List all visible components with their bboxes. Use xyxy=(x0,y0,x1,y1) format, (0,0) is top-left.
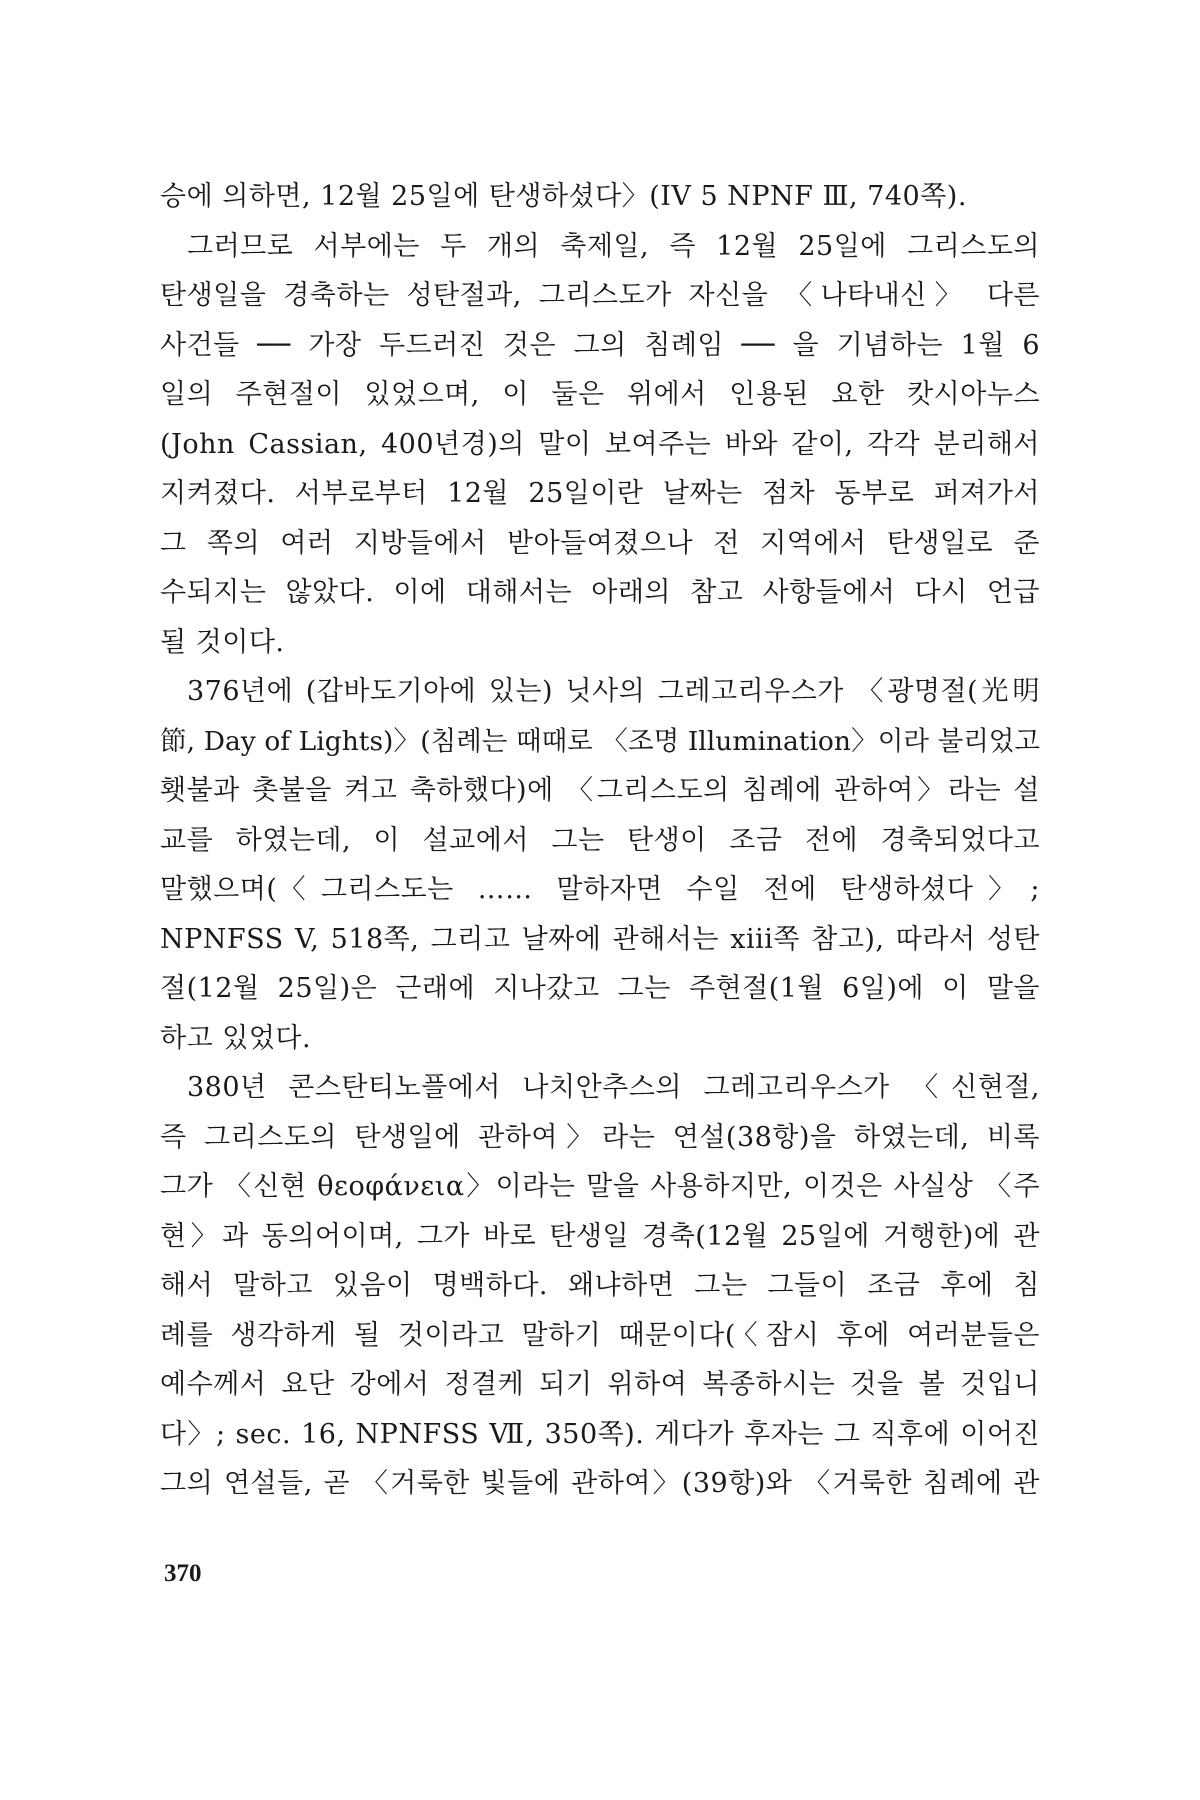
text-line: (John Cassian, 400년경)의 말이 보여주는 바와 같이, 각각 분리해서 xyxy=(160,428,1040,460)
text-line: 례를 생각하게 될 것이라고 말하기 때문이다(〈잠시 후에 여러분들은 xyxy=(160,1319,1040,1351)
text-line: 교를 하였는데, 이 설교에서 그는 탄생이 조금 전에 경축되었다고 xyxy=(160,824,1040,856)
page-body xyxy=(160,172,1040,1509)
paragraph-1 xyxy=(160,172,1040,222)
text-line: 절(12월 25일)은 근래에 지나갔고 그는 주현절(1월 6일)에 이 말을 xyxy=(160,973,1040,1004)
text-line: 다〉; sec. 16, NPNFSS Ⅶ, 350쪽). 게다가 후자는 그 직후에 이어진 xyxy=(160,1418,1040,1450)
page-number: 370 xyxy=(164,1560,202,1587)
text-line: 말했으며(〈그리스도는 …… 말하자면 수일 전에 탄생하셨다〉; xyxy=(160,874,1040,905)
text-line: 그러므로 서부에는 두 개의 축제일, 즉 12월 25일에 그리스도의 xyxy=(187,230,1040,262)
text-line: 될 것이다. xyxy=(160,626,285,658)
text-line: NPNFSS V, 518쪽, 그리고 날짜에 관해서는 xiii쪽 참고), 따라서 성탄 xyxy=(160,923,1040,955)
text-line: 예수께서 요단 강에서 정결케 되기 위하여 복종하시는 것을 볼 것입니 xyxy=(160,1369,1040,1400)
text-line: 탄생일을 경축하는 성탄절과, 그리스도가 자신을 〈나타내신〉 다른 xyxy=(160,280,1040,311)
text-line: 380년 콘스탄티노플에서 나치안추스의 그레고리우스가 〈신현절, xyxy=(187,1072,1040,1103)
paragraph-4 xyxy=(160,1063,1040,1509)
text-line: 현〉과 동의어이며, 그가 바로 탄생일 경축(12월 25일에 거행한)에 관 xyxy=(160,1220,1040,1252)
text-line: 지켜졌다. 서부로부터 12월 25일이란 날짜는 점차 동부로 퍼져가서 xyxy=(160,478,1040,509)
text-line: 수되지는 않았다. 이에 대해서는 아래의 참고 사항들에서 다시 언급 xyxy=(160,577,1040,608)
text-line: 그 쪽의 여러 지방들에서 받아들여졌으나 전 지역에서 탄생일로 준 xyxy=(160,527,1040,559)
text-line: 그의 연설들, 곧 〈거룩한 빛들에 관하여〉(39항)와 〈거룩한 침례에 관 xyxy=(160,1468,1040,1499)
text-line: 節, Day of Lights)〉(침례는 때때로 〈조명 Illumination〉이라 불리었고 xyxy=(160,725,1040,757)
text-line: 횃불과 촛불을 켜고 축하했다)에 〈그리스도의 침례에 관하여〉라는 설 xyxy=(160,775,1040,806)
text-line: 하고 있었다. xyxy=(160,1022,312,1054)
paragraph-3 xyxy=(160,667,1040,1063)
text-line: 일의 주현절이 있었으며, 이 둘은 위에서 인용된 요한 캇시아누스 xyxy=(160,379,1040,410)
text-line: 376년에 (갑바도기아에 있는) 닛사의 그레고리우스가 〈광명절(光明 xyxy=(187,676,1040,707)
text-line: 승에 의하면, 12월 25일에 탄생하셨다〉(IV 5 NPNF Ⅲ, 740쪽). xyxy=(160,181,967,212)
text-line: 즉 그리스도의 탄생일에 관하여〉라는 연설(38항)을 하였는데, 비록 xyxy=(160,1121,1040,1153)
paragraph-2 xyxy=(160,222,1040,668)
text-line: 사건들 ── 가장 두드러진 것은 그의 침례임 ── 을 기념하는 1월 6 xyxy=(160,329,1040,361)
text-line: 그가 〈신현 θεοφάνεια〉이라는 말을 사용하지만, 이것은 사실상 〈주 xyxy=(160,1171,1040,1202)
text-line: 해서 말하고 있음이 명백하다. 왜냐하면 그는 그들이 조금 후에 침 xyxy=(160,1270,1040,1301)
